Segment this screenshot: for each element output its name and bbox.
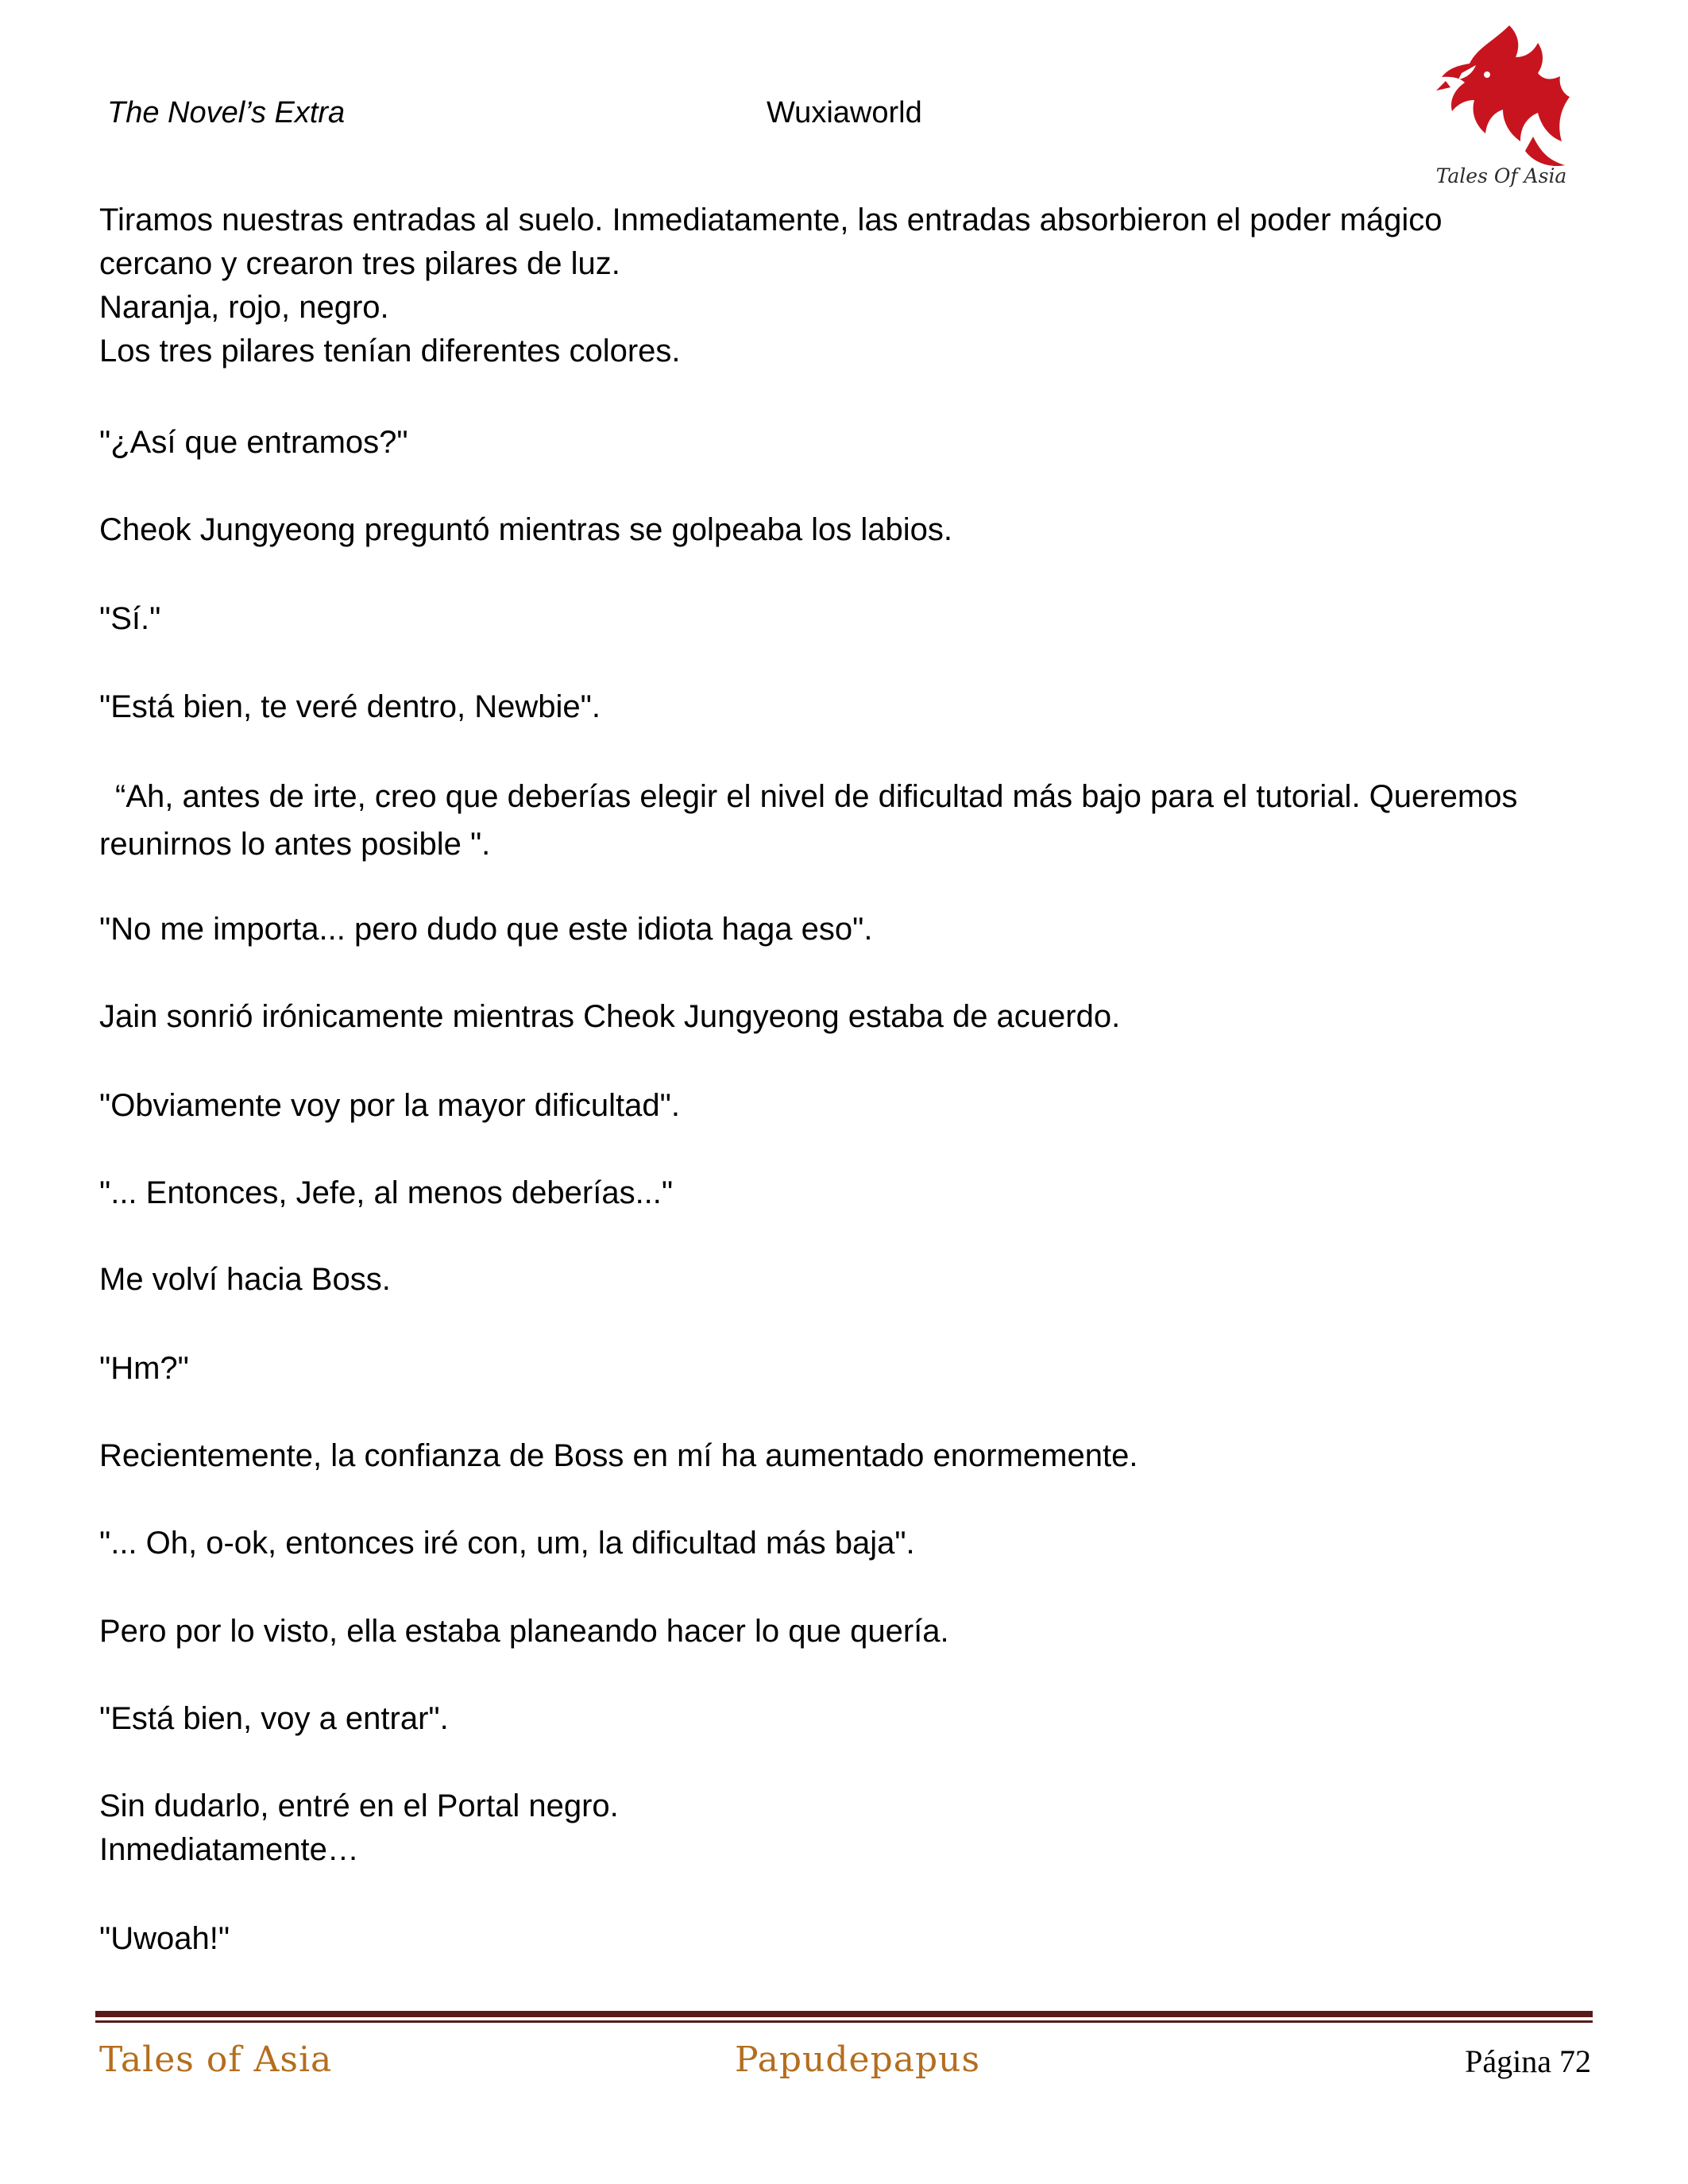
header-novel-title: The Novel’s Extra [107,96,346,129]
paragraph: Cheok Jungyeong preguntó mientras se golpeaba los labios. [99,512,953,547]
paragraph: "... Oh, o-ok, entonces iré con, um, la dificultad más baja". [99,1526,915,1561]
paragraph: "Está bien, voy a entrar". [99,1701,449,1736]
footer-translator: Papudepapus [735,2039,981,2080]
paragraph: "Uwoah!" [99,1921,230,1956]
paragraph: cercano y crearon tres pilares de luz. [99,246,620,281]
logo-caption: Tales Of Asia [1435,164,1567,187]
paragraph: “Ah, antes de irte, creo que deberías elegir el nivel de dificultad más bajo para el tutorial. Queremos reunirnos lo antes posible ". [99,779,1518,862]
paragraph: Me volví hacia Boss. [99,1262,391,1297]
paragraph: "... Entonces, Jefe, al menos deberías..." [99,1175,674,1210]
footer-divider-thick [95,2011,1593,2017]
footer-site-name: Tales of Asia [99,2039,333,2080]
paragraph: Pero por lo visto, ella estaba planeando hacer lo que quería. [99,1614,949,1649]
footer-divider-thin [95,2020,1593,2023]
paragraph: "¿Así que entramos?" [99,425,408,460]
paragraph: Jain sonrió irónicamente mientras Cheok Jungyeong estaba de acuerdo. [99,999,1121,1034]
header-source: Wuxiaworld [767,96,922,129]
page-number: Página 72 [1465,2043,1591,2079]
tales-of-asia-logo [1414,17,1589,192]
paragraph: Inmediatamente… [99,1832,359,1867]
paragraph: Sin dudarlo, entré en el Portal negro. [99,1788,619,1823]
chapter-body [99,199,1593,1961]
paragraph: Los tres pilares tenían diferentes colores. [99,334,681,369]
paragraph: Tiramos nuestras entradas al suelo. Inmediatamente, las entradas absorbieron el poder mágico [99,203,1443,237]
paragraph: "Sí." [99,601,161,636]
paragraph: Naranja, rojo, negro. [99,290,389,325]
paragraph: "Hm?" [99,1351,189,1386]
paragraph: "No me importa... pero dudo que este idiota haga eso". [99,912,873,947]
paragraph: Recientemente, la confianza de Boss en mí ha aumentado enormemente. [99,1438,1138,1473]
paragraph: "Obviamente voy por la mayor dificultad". [99,1088,680,1123]
footer-divider [95,2011,1593,2025]
paragraph: "Está bien, te veré dentro, Newbie". [99,689,601,724]
